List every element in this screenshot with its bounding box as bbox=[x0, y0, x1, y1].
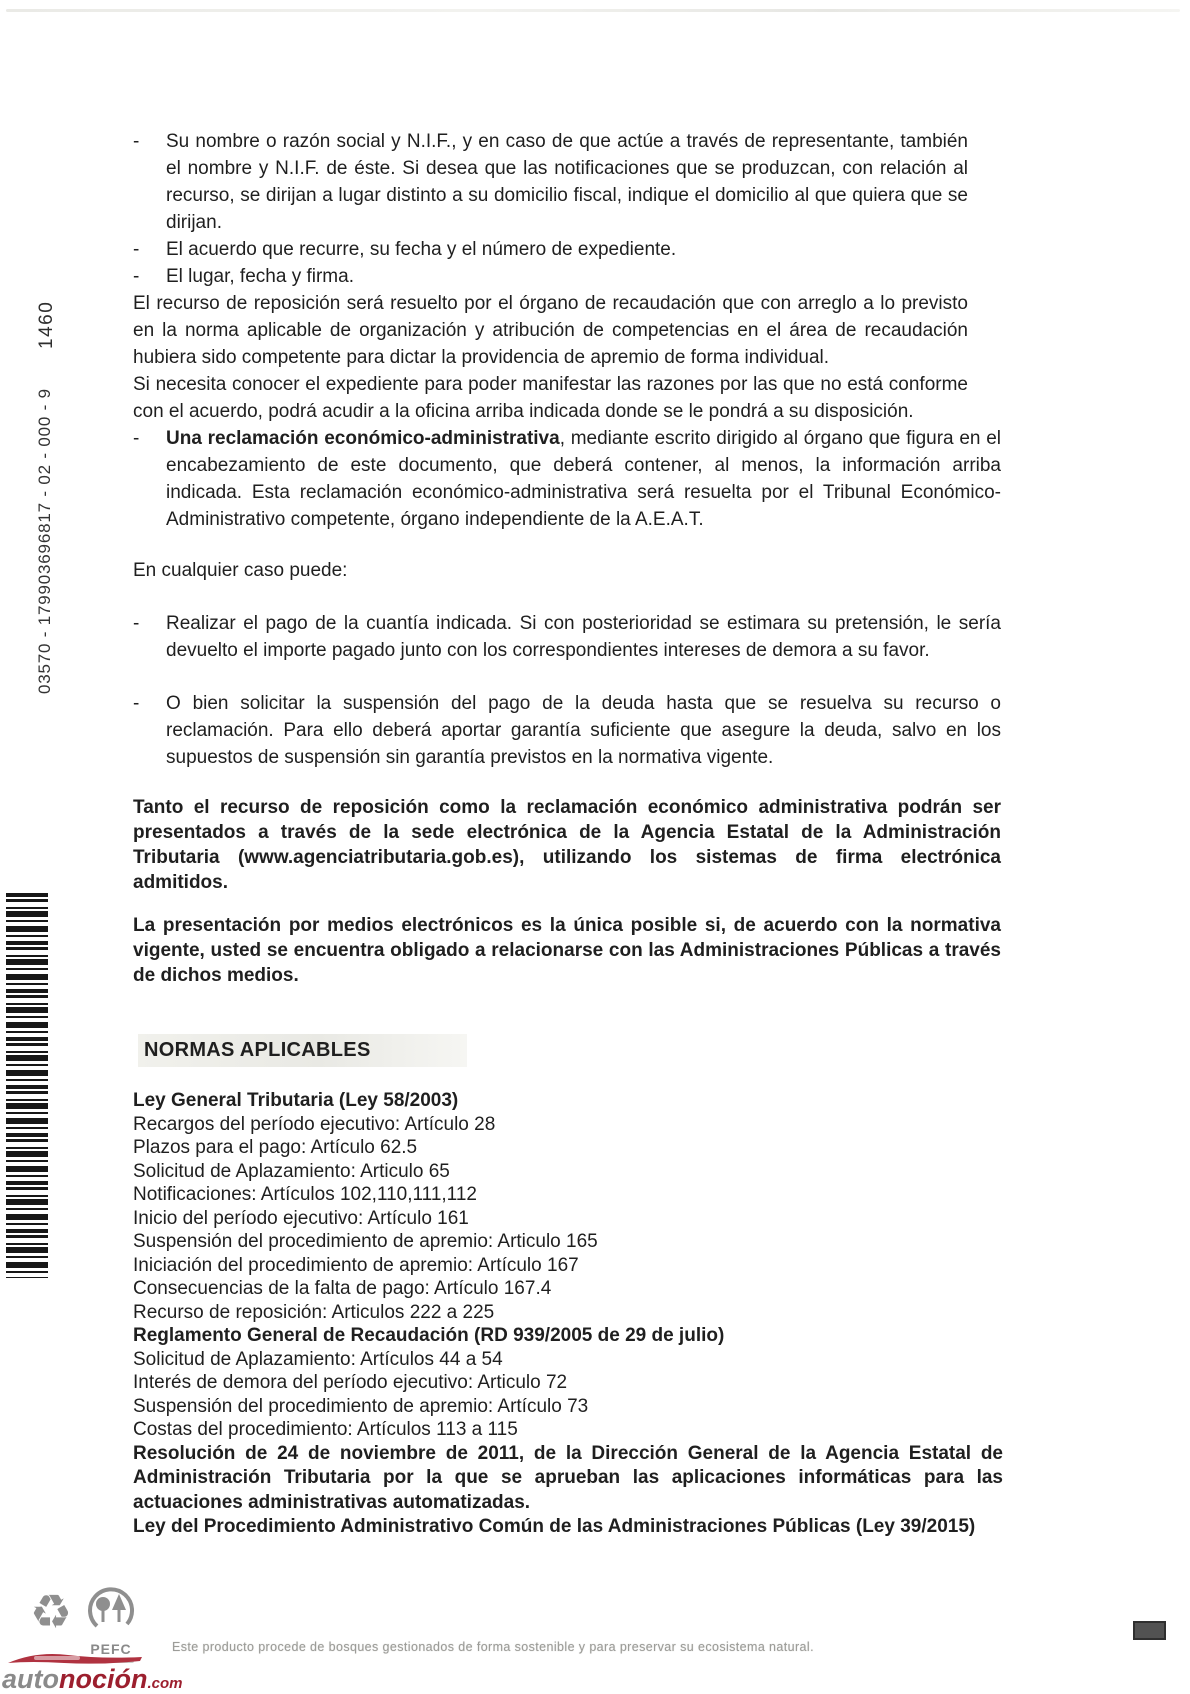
bullet-dash: - bbox=[133, 693, 140, 714]
form-number-vertical: 1460 bbox=[36, 300, 57, 349]
barcode bbox=[6, 893, 48, 1278]
norma-item-text: Suspensión del procedimiento de apremio: Artículo 73 bbox=[133, 1395, 589, 1417]
norma-item bbox=[133, 1442, 1003, 1516]
norma-item-text: Ley del Procedimiento Administrativo Común de las Administraciones Públicas (Ley 39/2015) bbox=[133, 1516, 976, 1537]
list-item-text: El lugar, fecha y firma. bbox=[166, 266, 354, 287]
eco-note: Este producto procede de bosques gestionados de forma sostenible y para preservar su ecosistema natural. bbox=[172, 1640, 814, 1654]
brand-auto: auto bbox=[2, 1664, 59, 1694]
normas-heading: NORMAS APLICABLES bbox=[138, 1034, 467, 1067]
norma-item-text: Recargos del período ejecutivo: Artículo 28 bbox=[133, 1113, 496, 1135]
document-code-vertical: 03570 - 179903696817 - 02 - 000 - 9 bbox=[35, 388, 54, 694]
norma-item-text: Notificaciones: Artículos 102,110,111,112 bbox=[133, 1184, 477, 1205]
normas-list bbox=[133, 1089, 1003, 1539]
reclamacion-rest: , mediante escrito dirigido al órgano que figura en el encabezamiento de este documento, que deberá contener, al menos, la información arriba indicada. Esta reclamación económico-administrativa será resuelta por el Tribunal Económico-Administrativo competente, órgano independiente de la A.E.A.T. bbox=[166, 428, 1001, 530]
list-item bbox=[133, 128, 968, 236]
norma-item-text: Ley General Tributaria (Ley 58/2003) bbox=[133, 1090, 459, 1111]
norma-item-text: Solicitud de Aplazamiento: Artículos 44 a 54 bbox=[133, 1348, 503, 1370]
norma-item bbox=[133, 1277, 1003, 1301]
reclamacion-bold-lead: Una reclamación económico-administrativa bbox=[166, 428, 560, 449]
list-item-text bbox=[166, 425, 1001, 533]
list-item bbox=[133, 425, 1001, 533]
reclamacion-list bbox=[133, 425, 1001, 533]
norma-item bbox=[133, 1371, 1003, 1395]
list-item bbox=[133, 690, 1001, 771]
list-item bbox=[133, 610, 1001, 664]
norma-item-text: Plazos para el pago: Artículo 62.5 bbox=[133, 1137, 418, 1158]
norma-item-text: Recurso de reposición: Articulos 222 a 225 bbox=[133, 1301, 495, 1323]
norma-item bbox=[133, 1418, 1003, 1442]
norma-item-text: Resolución de 24 de noviembre de 2011, de la Dirección General de la Agencia Estatal de Administración Tributaria por la que se aprueban las aplicaciones informáticas para las actuaciones administrativas automatizadas. bbox=[133, 1442, 1003, 1513]
pefc-label: PEFC bbox=[90, 1641, 132, 1657]
options-list bbox=[133, 610, 1001, 771]
norma-item bbox=[133, 1136, 1003, 1160]
norma-item-text: Solicitud de Aplazamiento: Articulo 65 bbox=[133, 1160, 450, 1182]
norma-item bbox=[133, 1301, 1003, 1325]
norma-item-text: Interés de demora del período ejecutivo: Articulo 72 bbox=[133, 1372, 568, 1393]
document-body bbox=[133, 128, 1003, 1539]
norma-item bbox=[133, 1324, 1003, 1348]
norma-item-text: Consecuencias de la falta de pago: Artículo 167.4 bbox=[133, 1278, 552, 1299]
paragraph-sede-electronica: Tanto el recurso de reposición como la reclamación económico administrativa podrán ser presentados a través de la sede electrónica de la Agencia Estatal de la Administración Tributaria (www.agenciatributaria.gob.es), utilizando los sistemas de firma electrónica admitidos. bbox=[133, 797, 1001, 893]
autonocion-logo bbox=[2, 1650, 183, 1693]
bullet-dash: - bbox=[133, 613, 140, 634]
list-item-text: El acuerdo que recurre, su fecha y el número de expediente. bbox=[166, 239, 677, 260]
list-item-text: Realizar el pago de la cuantía indicada. Si con posterioridad se estimara su pretensión, le sería devuelto el importe pagado junto con los correspondientes intereses de demora a su favor. bbox=[166, 613, 1001, 661]
norma-item-text: Reglamento General de Recaudación (RD 939/2005 de 29 de julio) bbox=[133, 1325, 725, 1346]
paragraph-recurso-resuelto: El recurso de reposición será resuelto por el órgano de recaudación que con arreglo a lo previsto en la norma aplicable de organización y atribución de competencias en el área de recaudación hubiera sido competente para dictar la providencia de apremio de forma individual. bbox=[133, 293, 968, 368]
list-item bbox=[133, 236, 968, 263]
norma-item bbox=[133, 1254, 1003, 1278]
norma-item-text: Suspensión del procedimiento de apremio: Articulo 165 bbox=[133, 1231, 598, 1252]
norma-item bbox=[133, 1515, 1003, 1539]
list-item-text: Su nombre o razón social y N.I.F., y en caso de que actúe a través de representante, también el nombre y N.I.F. de éste. Si desea que las notificaciones que se produzcan, con relación al recurso, se dirijan a lugar distinto a su domicilio fiscal, indique el domicilio al que quiera que se dirijan. bbox=[166, 131, 968, 233]
norma-item-text: Iniciación del procedimiento de apremio: Artículo 167 bbox=[133, 1254, 579, 1276]
paragraph-presentacion-electronica: La presentación por medios electrónicos es la única posible si, de acuerdo con la normativa vigente, usted se encuentra obligado a relacionarse con las Administraciones Públicas a través de dichos medios. bbox=[133, 915, 1001, 986]
brand-tld: .com bbox=[147, 1675, 183, 1692]
bullet-dash: - bbox=[133, 266, 140, 287]
pefc-icon bbox=[83, 1584, 139, 1636]
list-item-text: O bien solicitar la suspensión del pago de la deuda hasta que se resuelva su recurso o reclamación. Para ello deberá aportar garantía suficiente que asegure la deuda, salvo en los supuestos de suspensión sin garantía previstos en la normativa vigente. bbox=[166, 693, 1001, 768]
norma-item bbox=[133, 1395, 1003, 1419]
norma-item-text: Inicio del período ejecutivo: Artículo 161 bbox=[133, 1207, 469, 1229]
bullet-dash: - bbox=[133, 131, 140, 152]
norma-item bbox=[133, 1089, 1003, 1113]
bullet-dash: - bbox=[133, 428, 140, 449]
norma-item bbox=[133, 1183, 1003, 1207]
norma-item bbox=[133, 1160, 1003, 1184]
recurso-requirements-list bbox=[133, 128, 968, 290]
recycle-icon: ♻ bbox=[29, 1585, 73, 1640]
norma-item-text: Costas del procedimiento: Artículos 113 a 115 bbox=[133, 1419, 518, 1440]
list-item bbox=[133, 263, 968, 290]
norma-item bbox=[133, 1207, 1003, 1231]
norma-item bbox=[133, 1348, 1003, 1372]
brand-nocion: noción bbox=[59, 1664, 148, 1694]
paragraph-en-cualquier-caso: En cualquier caso puede: bbox=[133, 560, 348, 581]
scan-artifact-line bbox=[6, 9, 1180, 12]
redaction-box bbox=[1133, 1621, 1166, 1640]
paragraph-conocer-expediente: Si necesita conocer el expediente para poder manifestar las razones por las que no está conforme con el acuerdo, podrá acudir a la oficina arriba indicada donde se le pondrá a su disposición. bbox=[133, 374, 968, 422]
norma-item bbox=[133, 1230, 1003, 1254]
bullet-dash: - bbox=[133, 239, 140, 260]
norma-item bbox=[133, 1113, 1003, 1137]
normas-heading-wrap bbox=[138, 1034, 1003, 1067]
